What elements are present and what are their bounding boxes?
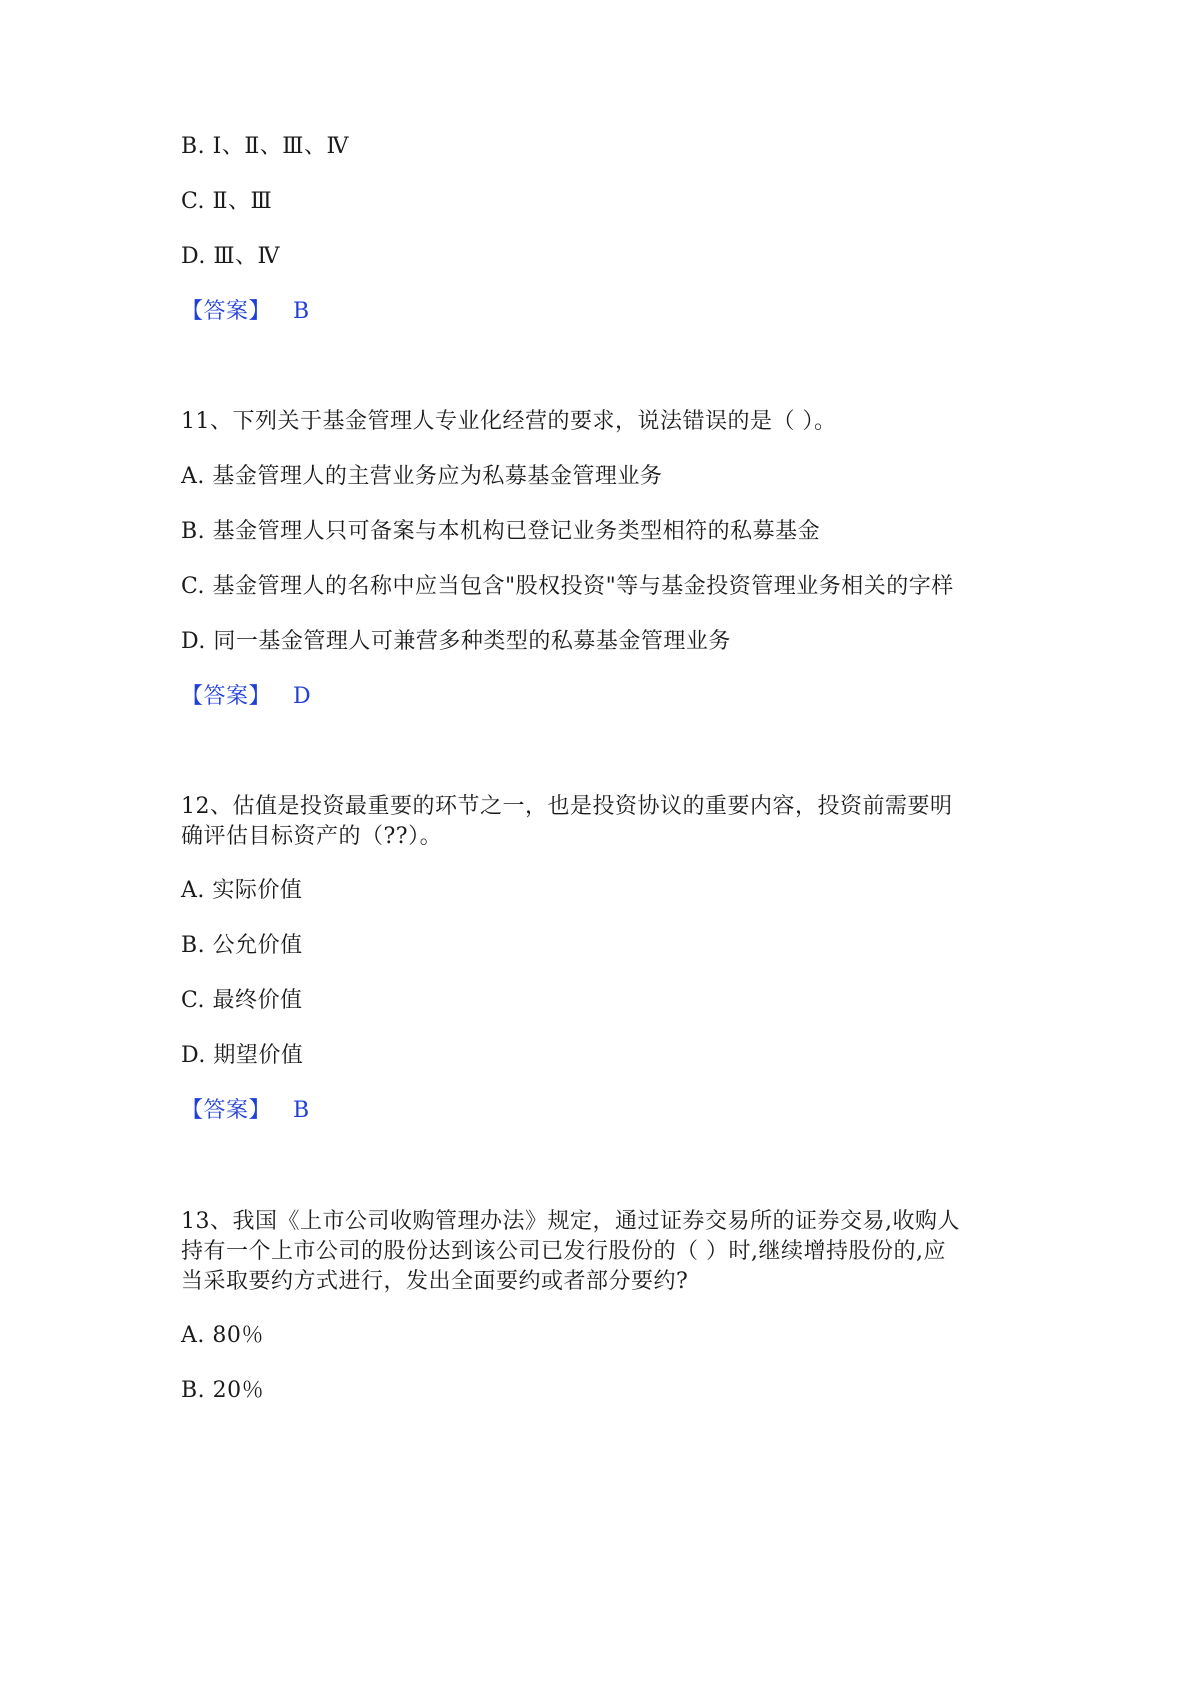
q13-stem-line-2: 持有一个上市公司的股份达到该公司已发行股份的（ ）时,继续增持股份的,应 <box>181 1239 946 1264</box>
q10-option-b: B. Ⅰ、Ⅱ、Ⅲ、Ⅳ <box>181 134 349 159</box>
q11-answer <box>181 680 311 714</box>
q13-stem-line-3: 当采取要约方式进行，发出全面要约或者部分要约? <box>181 1269 689 1294</box>
q10-option-c: C. Ⅱ、Ⅲ <box>181 189 273 214</box>
q12-option-c: C. 最终价值 <box>181 988 303 1013</box>
q12-stem-line-1: 12、估值是投资最重要的环节之一，也是投资协议的重要内容，投资前需要明 <box>181 794 953 819</box>
q10-answer-label: 【答案】 <box>181 299 272 324</box>
q11-option-b: B. 基金管理人只可备案与本机构已登记业务类型相符的私募基金 <box>181 519 821 544</box>
q10-answer <box>181 295 310 329</box>
q13-option-a: A. 80％ <box>181 1323 264 1348</box>
q10-answer-value: B <box>293 299 310 324</box>
q11-option-c: C. 基金管理人的名称中应当包含"股权投资"等与基金投资管理业务相关的字样 <box>181 574 954 599</box>
q11-option-a: A. 基金管理人的主营业务应为私募基金管理业务 <box>181 464 663 489</box>
q13-option-b: B. 20％ <box>181 1378 265 1403</box>
q11-stem: 11、下列关于基金管理人专业化经营的要求，说法错误的是（ ）。 <box>181 409 837 434</box>
q11-option-d: D. 同一基金管理人可兼营多种类型的私募基金管理业务 <box>181 629 731 654</box>
q12-answer <box>181 1094 310 1128</box>
q12-option-d: D. 期望价值 <box>181 1043 304 1068</box>
q10-option-d: D. Ⅲ、Ⅳ <box>181 244 281 269</box>
q11-answer-value: D <box>293 684 312 709</box>
q12-stem-line-2: 确评估目标资产的（??）。 <box>181 824 443 849</box>
q12-answer-label: 【答案】 <box>181 1098 272 1123</box>
q12-option-b: B. 公允价值 <box>181 933 303 958</box>
q12-answer-value: B <box>293 1098 310 1123</box>
q13-stem-line-1: 13、我国《上市公司收购管理办法》规定，通过证券交易所的证券交易,收购人 <box>181 1209 960 1234</box>
q12-option-a: A. 实际价值 <box>181 878 303 903</box>
q11-answer-label: 【答案】 <box>181 684 272 709</box>
